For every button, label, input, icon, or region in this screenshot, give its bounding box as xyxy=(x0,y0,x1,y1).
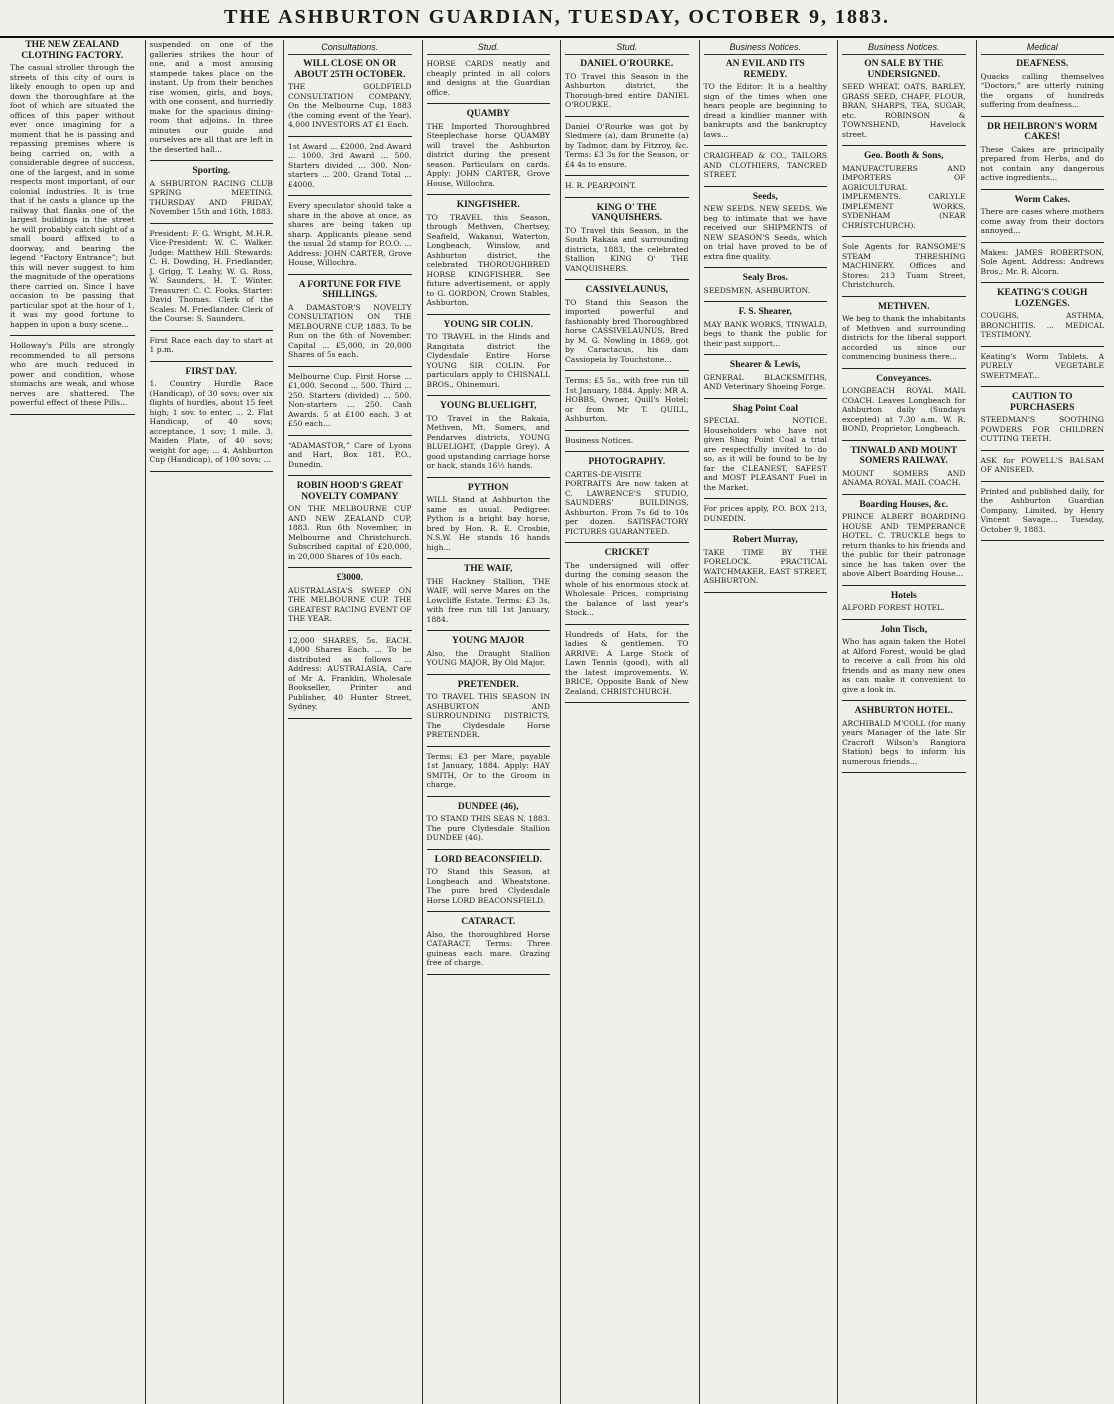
advertisement-title: £3000. xyxy=(336,573,363,583)
column-rule xyxy=(150,330,274,331)
advertisement-text: TO Stand this Season, at Longbeach and Wheatstone. The pure bred Clydesdale Horse LORD BEACONSFIELD. xyxy=(426,867,550,905)
advertisement-block xyxy=(427,483,551,553)
advertisement-block xyxy=(842,151,966,230)
column-rule xyxy=(842,440,966,441)
column-4 xyxy=(422,40,555,1404)
column-rule xyxy=(842,368,966,369)
column-rule xyxy=(427,674,551,675)
advertisement-block xyxy=(981,456,1105,475)
advertisement-text: TO STAND THIS SEAS N, 1883. The pure Clydesdale Stallion DUNDEE (46). xyxy=(426,814,550,842)
column-rule xyxy=(981,189,1105,190)
advertisement-text: We beg to thank the inhabitants of Methven and surrounding districts for the liberal support accorded us since our commencing business there... xyxy=(842,314,966,361)
column-rule xyxy=(981,242,1105,243)
column-rule xyxy=(150,223,274,224)
column-rule xyxy=(704,145,828,146)
advertisement-title: ON SALE BY THE UNDERSIGNED. xyxy=(864,59,944,80)
column-rule xyxy=(565,279,689,280)
advertisement-text: TO TRAVEL in the Hinds and Rangitata district the Clydesdale Entire Horse YOUNG SIR COLIN. For particulars apply to CHISNALL BROS., Ohinemuri. xyxy=(426,332,550,389)
advertisement-text: TO Stand this Season the imported powerful and fashionably bred Thoroughbred horse CASSIVELAUNUS, Bred by M. G. Nowling in 1869, got by Caractacus, his dam Cassiopeia by Touchstone... xyxy=(565,297,689,364)
column-rule xyxy=(842,296,966,297)
advertisement-title: Geo. Booth & Sons, xyxy=(864,151,944,161)
column-rule xyxy=(565,175,689,176)
advertisement-block xyxy=(981,59,1105,110)
advertisement-text: AUSTRALASIA'S SWEEP ON THE MELBOURNE CUP. THE GREATEST RACING EVENT OF THE YEAR. xyxy=(288,585,412,623)
advertisement-text: PRINCE ALBERT BOARDING HOUSE AND TEMPERANCE HOTEL. C. TRUCKLE begs to return thanks to his friends and the public for their patronage since he has taken over the above Albert Boarding House... xyxy=(842,512,966,578)
advertisement-text: STEEDMAN'S SOOTHING POWDERS FOR CHILDREN CUTTING TEETH. xyxy=(980,415,1104,443)
advertisement-text: First Race each day to start at 1 p.m. xyxy=(149,335,273,354)
column-rule xyxy=(427,974,551,975)
advertisement-block xyxy=(427,752,551,790)
advertisement-text: Hundreds of Hats, for the ladies & gentlemen. TO ARRIVE: A Large Stock of Lawn Tennis (good), with all the latest improvements. W. BRICE, Opposite Bank of New Zealand, CHRISTCHURCH. xyxy=(565,629,689,696)
advertisement-block xyxy=(704,535,828,586)
advertisement-title: ROBIN HOOD'S GREAT NOVELTY COMPANY xyxy=(296,481,403,502)
advertisement-block xyxy=(288,201,412,268)
advertisement-title: THE NEW ZEALAND CLOTHING FACTORY. xyxy=(21,40,124,61)
advertisement-text: SEED WHEAT, OATS, BARLEY, GRASS SEED, CHAFF, FLOUR, BRAN, SHARPS, TEA, SUGAR, etc. ROBINSON & TOWNSHEND, Havelock street. xyxy=(842,82,966,139)
advertisement-block xyxy=(288,372,412,429)
advertisement-text: Every speculator should take a share in the above at once, as shares are being taken up sharp. Applicants please send the usual 2d stamp for P.O.O. ... Address: JOHN CARTER, Grove House, Willochra. xyxy=(288,201,412,267)
advertisement-text: ARCHIBALD M'COLL (for many years Manager of the late Sir Cracroft Wilson's Rangiora Station) begs to inform his numerous friends... xyxy=(842,718,966,766)
column-rule xyxy=(704,186,828,187)
advertisement-text: ASK for POWELL'S BALSAM OF ANISEED. xyxy=(980,455,1104,474)
advertisement-text: Daniel O'Rourke was got by Sledmere (a), dam Brunette (a) by Tadmor, dam by Fitzroy, &c. Terms: £3 3s for the Season, or £4 4s to ensure. xyxy=(565,121,689,169)
advertisement-block xyxy=(565,457,689,536)
advertisement-text: ON THE MELBOURNE CUP AND NEW ZEALAND CUP, 1883. Run 6th November, in Melbourne and Christchurch. Subscribed capital of £20,000, in 20,000 Shares of 10s each. xyxy=(288,504,412,561)
advertisement-title: KING O' THE VANQUISHERS. xyxy=(591,202,663,223)
column-rule xyxy=(427,630,551,631)
column-rule xyxy=(842,772,966,773)
advertisement-title: Conveyances. xyxy=(876,373,932,384)
column-header: Business Notices. xyxy=(842,40,966,55)
column-8 xyxy=(976,40,1109,1404)
column-rule xyxy=(288,274,412,275)
advertisement-block xyxy=(288,142,412,190)
column-1 xyxy=(6,40,139,1404)
advertisement-text: TO TRAVEL this Season, through Methven, Chertsey, Seafield, Wakanui, Waterton, Longbeach, Winslow, and Ashburton district, the celebrated THOROUGHBRED HORSE KINGFISHER. See future advertisement, or apply to G. GORDON, Crown Stables, Ashburton. xyxy=(426,212,550,307)
advertisement-text: TO TRAVEL THIS SEASON IN ASHBURTON AND SURROUNDING DISTRICTS, The Clydesdale Horse PRETENDER. xyxy=(426,692,550,739)
advertisement-text: For prices apply, P.O. BOX 213, DUNEDIN. xyxy=(703,504,827,523)
advertisement-text: Also, the thoroughbred Horse CATARACT. Terms: Three guineas each mare. Grazing free of charge. xyxy=(426,929,550,967)
advertisement-text: GENERAL BLACKSMITHS, AND Veterinary Shoeing Forge. xyxy=(703,372,827,391)
advertisement-block xyxy=(427,636,551,668)
advertisement-text: Business Notices. xyxy=(565,435,634,445)
advertisement-text: CRAIGHEAD & CO., TAILORS AND CLOTHIERS, TANCRED STREET. xyxy=(703,151,827,179)
masthead-title: THE ASHBURTON GUARDIAN, TUESDAY, OCTOBER 9, 1883. xyxy=(224,6,890,28)
column-rule xyxy=(150,160,274,161)
column-rule xyxy=(704,354,828,355)
advertisement-text: H. R. PEARPOINT. xyxy=(565,181,637,190)
advertisement-block xyxy=(842,591,966,613)
column-rule xyxy=(10,414,135,415)
column-3 xyxy=(283,40,416,1404)
advertisement-title: THE WAIF, xyxy=(463,564,513,574)
advertisement-text: TO Travel in the Rakaia, Methven, Mt. Somers, and Pendarves districts, YOUNG BLUELIGHT, (Dapple Grey). A good upstanding carriage horse or hack, stands 16½ hands. xyxy=(426,413,550,470)
advertisement-block xyxy=(981,248,1105,277)
advertisement-block xyxy=(981,195,1105,236)
column-rule xyxy=(565,116,689,117)
advertisement-text: THE GOLDFIELD CONSULTATION COMPANY, On the Melbourne Cup, 1883 (the coming event of the Year). 4,000 INVESTORS AT £1 Each. xyxy=(288,82,412,129)
advertisement-text: COUGHS, ASTHMA, BRONCHITIS. ... MEDICAL TESTIMONY. xyxy=(980,311,1104,339)
column-rule xyxy=(10,335,135,336)
column-rule xyxy=(704,267,828,268)
advertisement-text: Makes: JAMES ROBERTSON, Sole Agent. Address: Andrews Bros.; Mr. R. Alcorn. xyxy=(980,247,1104,276)
advertisement-text: TO Travel this Season in the Ashburton district, the Thorough-bred entire DANIEL O'ROURKE. xyxy=(565,71,689,109)
column-rule xyxy=(288,567,412,568)
column-rule xyxy=(288,718,412,719)
advertisement-title: FIRST DAY. xyxy=(185,366,237,377)
column-rule xyxy=(704,498,828,499)
column-rule xyxy=(427,796,551,797)
advertisement-text: “ADAMASTOR,” Care of Lyons and Hart, Box 181, P.O., Dunedin. xyxy=(288,440,412,469)
advertisement-block xyxy=(981,122,1105,183)
advertisement-block xyxy=(427,109,551,188)
advertisement-title: Sporting. xyxy=(192,166,231,176)
advertisement-text: A SHBURTON RACING CLUB SPRING MEETING. THURSDAY AND FRIDAY, November 15th and 16th, 1883. xyxy=(149,178,273,216)
advertisement-title: CASSIVELAUNUS, xyxy=(585,285,669,295)
advertisement-text: Printed and published daily, for the Ashburton Guardian Company, Limited, by Henry Vincent Savage... Tuesday, October 9, 1883. xyxy=(980,486,1104,534)
advertisement-title: KEATING'S COUGH LOZENGES. xyxy=(997,288,1088,309)
column-rule xyxy=(565,702,689,703)
column-rule xyxy=(150,471,274,472)
advertisement-text: 1. Country Hurdle Race (Handicap), of 30 sovs; over six flights of hurdles, about 15 feet high; 1 sov. to enter, ... 2. Flat Handicap, of 40 sovs; acceptance, 1 sov; 1 mile. 3. Maiden Plate, of 40 sovs; weight for age; ... 4. Ashburton Cup (Handicap), of 100 sovs; ... xyxy=(149,379,273,464)
column-rule xyxy=(981,282,1105,283)
advertisement-text: TO Travel this Season, in the South Rakaia and surrounding districts, 1883, the celebrated Stallion KING O' THE VANQUISHERS. xyxy=(565,225,689,273)
column-rule xyxy=(704,301,828,302)
advertisement-text: THE Hackney Stallion, THE WAIF, will serve Mares on the Lowcliffe Estate. Terms: £3 3s, with free run till 1st January, 1884. xyxy=(426,576,550,624)
advertisement-block xyxy=(842,242,966,290)
column-rule xyxy=(288,435,412,436)
column-2 xyxy=(145,40,278,1404)
advertisement-block xyxy=(842,374,966,434)
advertisement-text: WILL Stand at Ashburton the same as usual. Pedigree: Python is a bright bay horse, bred by Hon. R. E. Crosbie, N.S.W. He stands 16 hands high... xyxy=(426,495,550,552)
column-rule xyxy=(565,430,689,431)
advertisement-block xyxy=(150,229,274,324)
advertisement-block xyxy=(427,802,551,843)
advertisement-title: A FORTUNE FOR FIVE SHILLINGS. xyxy=(298,279,401,300)
advertisement-title: TINWALD AND MOUNT SOMERS RAILWAY. xyxy=(850,445,958,466)
column-header: Stud. xyxy=(427,40,551,55)
advertisement-text: Holloway's Pills are strongly recommended to all persons who are much reduced in power and condition, whose stomachs are weak, and whose nerves are shattered. The powerful effect of these Pills... xyxy=(10,341,135,407)
advertisement-title: YOUNG SIR COLIN. xyxy=(443,319,533,330)
advertisement-block xyxy=(981,392,1105,444)
advertisement-title: F. S. Shearer, xyxy=(738,307,792,317)
column-rule xyxy=(565,542,689,543)
column-rule xyxy=(427,849,551,850)
column-rule xyxy=(842,619,966,620)
advertisement-title: Sealy Bros. xyxy=(742,273,788,283)
advertisement-title: YOUNG MAJOR xyxy=(451,636,525,646)
advertisement-block xyxy=(150,336,274,355)
column-rule xyxy=(704,592,828,593)
advertisement-text: TO the Editor: It is a healthy sign of the times when one hears people are beginning to dread a kindlier manner with bankrupts and the bankruptcy laws... xyxy=(703,82,827,139)
advertisement-text: There are cases where mothers come away from their doctors annoyed... xyxy=(980,207,1104,235)
column-rule xyxy=(427,746,551,747)
advertisement-block xyxy=(704,360,828,392)
advertisement-title: CATARACT. xyxy=(461,917,516,927)
advertisement-title: Shearer & Lewis, xyxy=(729,360,801,370)
column-header: Consultations. xyxy=(288,40,412,55)
advertisement-block xyxy=(288,636,412,712)
advertisement-text: MANUFACTURERS AND IMPORTERS OF AGRICULTURAL IMPLEMENTS. CARLYLE IMPLEMENT WORKS, SYDENHAM (NEAR CHRISTCHURCH). xyxy=(842,163,966,230)
column-rule xyxy=(981,346,1105,347)
advertisement-text: HORSE CARDS neatly and cheaply printed in all colors and designs at the Guardian office. xyxy=(426,59,550,97)
advertisement-block xyxy=(981,352,1105,381)
advertisement-block xyxy=(704,192,828,262)
advertisement-block xyxy=(288,59,412,130)
advertisement-block xyxy=(427,680,551,740)
advertisement-block xyxy=(565,630,689,697)
advertisement-block xyxy=(842,500,966,579)
column-rule xyxy=(427,194,551,195)
column-6 xyxy=(699,40,832,1404)
advertisement-text: MOUNT SOMERS AND ANAMA ROYAL MAIL COACH. xyxy=(842,468,966,487)
advertisement-block xyxy=(565,376,689,424)
advertisement-text: The casual stroller through the streets of this city of ours is likely enough to open up and down the thoroughfare at the foot of which are situated the offices of this paper without ever once imagining for a moment that he is passing and repassing premises where is being carried on, with a considerable degree of success, one of the largest, and in some respects most important, of our colonial industries. It is true that if he casts a glance up the railway that flanks one of the largest buildings in the street he will probably catch sight of a small board affixed to a doorway, and bearing the legend “Factory Entrance”; but this will never suggest to him the magnitude of the operations there carried on. Since I have occasion to be passing that particular spot at the hour of 1, it was my good fortune to happen in upon a busy scene... xyxy=(10,63,135,329)
column-rule xyxy=(981,386,1105,387)
advertisement-block xyxy=(842,706,966,766)
column-rule xyxy=(842,494,966,495)
advertisement-text: MAY BANK WORKS, TINWALD, begs to thank the public for their past support... xyxy=(703,319,827,348)
advertisement-text: These Cakes are principally prepared from Herbs, and do not contain any dangerous active ingredients... xyxy=(980,144,1104,182)
column-rule xyxy=(842,585,966,586)
advertisement-block xyxy=(427,320,551,390)
advertisement-title: QUAMBY xyxy=(466,109,510,119)
advertisement-text: Terms: £3 per Mare, payable 1st January, 1884. Apply: HAY SMITH, Or to the Groom in charge. xyxy=(426,751,550,789)
column-rule xyxy=(842,700,966,701)
advertisement-block xyxy=(427,200,551,308)
advertisement-text: TAKE TIME BY THE FORELOCK. PRACTICAL WATCHMAKER, EAST STREET, ASHBURTON. xyxy=(703,547,827,585)
column-rule xyxy=(288,475,412,476)
column-7 xyxy=(837,40,970,1404)
advertisement-block xyxy=(288,481,412,561)
column-rule xyxy=(427,558,551,559)
advertisement-block xyxy=(565,122,689,170)
advertisement-text: President: F. G. Wright, M.H.R. Vice-President: W. C. Walker. Judge: Matthew Hill. Stewards: C. H. Dowding, H. Friedlander, J. Grigg, T. Leahy, W. G. Ross, W. Saunders, H. T. Winter. Treasurer: C. C. Fooks. Starter: David Thomas. Clerk of the Scales: M. Friedlander. Clerk of the Course: S. Saunders. xyxy=(149,228,273,323)
advertisement-title: DEAFNESS. xyxy=(1016,59,1069,69)
column-header: Business Notices. xyxy=(704,40,828,55)
advertisement-title: CAUTION TO PURCHASERS xyxy=(1010,392,1075,413)
advertisement-block xyxy=(427,401,551,471)
advertisement-title: PYTHON xyxy=(467,482,509,493)
column-rule xyxy=(565,370,689,371)
advertisement-block xyxy=(842,625,966,695)
advertisement-text: THE Imported Thoroughbred Steeplechase horse QUAMBY will travel the Ashburton district during the present season. Particulars on cards. Apply: JOHN CARTER, Grove House, Willochra. xyxy=(426,121,550,188)
advertisement-block xyxy=(150,166,274,217)
column-rule xyxy=(981,116,1105,117)
advertisement-text: The undersigned will offer during the coming season the whole of his enormous stock at Wholesale Prices, comprising the balance of last year's Stock... xyxy=(565,560,689,617)
advertisement-block xyxy=(427,564,551,624)
advertisement-title: Shag Point Coal xyxy=(732,403,798,414)
advertisement-title: AN EVIL AND ITS REMEDY. xyxy=(725,59,805,80)
masthead xyxy=(0,0,1114,38)
advertisement-block xyxy=(565,285,689,364)
column-rule xyxy=(704,529,828,530)
advertisement-text: Terms: £5 5s., with free run till 1st January, 1884. Apply: MR A. HOBBS, Owner, Quill's Hotel; or from Mr T. QUILL, Ashburton. xyxy=(565,376,689,423)
advertisement-block xyxy=(981,288,1105,340)
column-rule xyxy=(288,195,412,196)
advertisement-title: PHOTOGRAPHY. xyxy=(588,457,666,467)
column-rule xyxy=(565,624,689,625)
column-rule xyxy=(565,197,689,198)
advertisement-title: ASHBURTON HOTEL. xyxy=(854,706,953,716)
advertisement-title: YOUNG BLUELIGHT, xyxy=(440,401,537,411)
advertisement-text: 12,000 SHARES, 5s. EACH. 4,000 Shares Each. ... To be distributed as follows ... Address: AUSTRALASIA, Care of Mr A. Franklin, Wholesale Bookseller, Printer and Publisher, 40 Hunter Street, Sydney. xyxy=(288,635,412,711)
advertisement-title: PRETENDER. xyxy=(457,679,519,690)
advertisement-title: Robert Murray, xyxy=(732,535,798,545)
advertisement-title: Hotels xyxy=(890,590,917,601)
column-5 xyxy=(560,40,693,1404)
advertisement-title: CRICKET xyxy=(604,548,649,558)
advertisement-title: Seeds, xyxy=(752,191,778,202)
column-rule xyxy=(981,481,1105,482)
advertisement-title: Boarding Houses, &c. xyxy=(859,499,949,510)
column-rule xyxy=(427,314,551,315)
column-rule xyxy=(427,103,551,104)
advertisement-text: LONGBEACH ROYAL MAIL COACH. Leaves Longbeach for Ashburton daily (Sundays excepted) at 7.30 a.m. W. R. BOND, Proprietor, Longbeach. xyxy=(842,386,966,433)
advertisement-text: Also, the Draught Stallion YOUNG MAJOR, By Old Major. xyxy=(426,648,550,667)
advertisement-title: Worm Cakes. xyxy=(1014,194,1070,205)
column-rule xyxy=(565,451,689,452)
advertisement-text: Who has again taken the Hotel at Alford Forest, would be glad to receive a call from his old friends and as many new ones as can make it convenient to give a look in. xyxy=(842,637,966,694)
advertisement-block xyxy=(565,181,689,191)
advertisement-block xyxy=(704,273,828,295)
advertisement-block xyxy=(565,59,689,110)
advertisement-title: LORD BEACONSFIELD. xyxy=(434,854,542,865)
column-rule xyxy=(150,361,274,362)
advertisement-text: CARTES-DE-VISITE PORTRAITS Are now taken at C. LAWRENCE'S STUDIO, SAUNDERS' BUILDINGS, Ashburton. From 7s 6d to 10s per dozen. SATISFACTORY PICTURES GUARANTEED. xyxy=(565,469,689,536)
advertisement-block xyxy=(565,203,689,274)
advertisement-block xyxy=(704,504,828,523)
advertisement-block xyxy=(10,40,135,329)
advertisement-block xyxy=(981,487,1105,535)
column-rule xyxy=(288,366,412,367)
advertisement-block xyxy=(427,917,551,968)
advertisement-block xyxy=(704,59,828,139)
advertisement-text: SEEDSMEN, ASHBURTON. xyxy=(703,285,811,295)
advertisement-text: SPECIAL NOTICE. Householders who have not given Shag Point Coal a trial are respectfully invited to do so, as it will be found to be by far the CLEANEST, SAFEST and MOST PLEASANT Fuel in the Market. xyxy=(703,416,827,492)
advertisement-title: DUNDEE (46), xyxy=(457,801,519,812)
advertisement-text: Keating's Worm Tablets. A PURELY VEGETABLE SWEETMEAT... xyxy=(980,351,1104,380)
advertisement-text: ALFORD FOREST HOTEL. xyxy=(842,603,945,612)
advertisement-block xyxy=(427,855,551,906)
advertisement-block xyxy=(288,441,412,470)
advertisement-title: DANIEL O'ROURKE. xyxy=(580,59,674,69)
column-rule xyxy=(288,136,412,137)
advertisement-block xyxy=(842,302,966,362)
column-rule xyxy=(427,477,551,478)
column-rule xyxy=(842,145,966,146)
advertisement-title: KINGFISHER. xyxy=(456,200,520,210)
column-rule xyxy=(981,450,1105,451)
advertisement-block xyxy=(565,436,689,446)
columns xyxy=(0,40,1114,1404)
advertisement-block xyxy=(427,59,551,97)
advertisement-block xyxy=(288,573,412,624)
column-header: Medical xyxy=(981,40,1105,55)
column-header: Stud. xyxy=(565,40,689,55)
advertisement-title: DR HEILBRON'S WORM CAKES! xyxy=(987,121,1098,142)
advertisement-block xyxy=(565,548,689,618)
advertisement-text: NEW SEEDS. NEW SEEDS. We beg to intimate that we have received our SHIPMENTS of NEW SEASON'S Seeds, which on trial have proved to be of extra fine quality. xyxy=(703,204,827,261)
column-rule xyxy=(981,540,1105,541)
advertisement-block xyxy=(704,404,828,493)
advertisement-text: Quacks calling themselves “Doctors,” are utterly ruining the organs of hundreds suffering from deafness... xyxy=(980,71,1104,109)
advertisement-text: suspended on one of the galleries strikes the hour of one, and a most amusing stampede takes place on the instant. Up from their benches rise women, girls, and boys, with one consent, and hurriedly make for the spacious dining-room that adjoins. In three minutes our guide and ourselves are all that are left in the deserted hall... xyxy=(149,40,273,154)
column-rule xyxy=(427,395,551,396)
column-rule xyxy=(842,236,966,237)
advertisement-block xyxy=(150,367,274,465)
column-rule xyxy=(427,911,551,912)
advertisement-block xyxy=(10,341,135,408)
advertisement-text: Sole Agents for RANSOME'S STEAM THRESHING MACHINERY. Offices and Stores: 213 Tuam Street, Christchurch. xyxy=(842,242,966,289)
advertisement-title: John Tisch, xyxy=(880,624,928,635)
column-rule xyxy=(704,398,828,399)
advertisement-block xyxy=(842,59,966,139)
column-rule xyxy=(288,630,412,631)
advertisement-block xyxy=(150,40,274,154)
advertisement-block xyxy=(842,446,966,488)
advertisement-block xyxy=(704,151,828,180)
advertisement-text: A DAMASTOR'S NOVELTY CONSULTATION ON THE MELBOURNE CUP, 1883. To be Run on the 6th of November. Capital ... £5,000, in 20,000 Shares of 5s each. xyxy=(288,302,412,359)
advertisement-title: WILL CLOSE ON OR ABOUT 25TH OCTOBER. xyxy=(294,59,406,80)
advertisement-text: 1st Award ... £2000. 2nd Award ... 1000. 3rd Award ... 500. Starters divided ... 300. Non-starters ... 200. Grand Total ... £4000. xyxy=(288,141,412,189)
advertisement-block xyxy=(704,307,828,348)
advertisement-block xyxy=(288,280,412,360)
advertisement-title: METHVEN. xyxy=(878,301,930,312)
advertisement-text: Melbourne Cup. First Horse ... £1,000. Second ... 500. Third ... 250. Starters (divided) ... 500. Non-starters ... 250. Cash Awards. 5 at £100 each. 3 at £50 each... xyxy=(288,371,412,428)
